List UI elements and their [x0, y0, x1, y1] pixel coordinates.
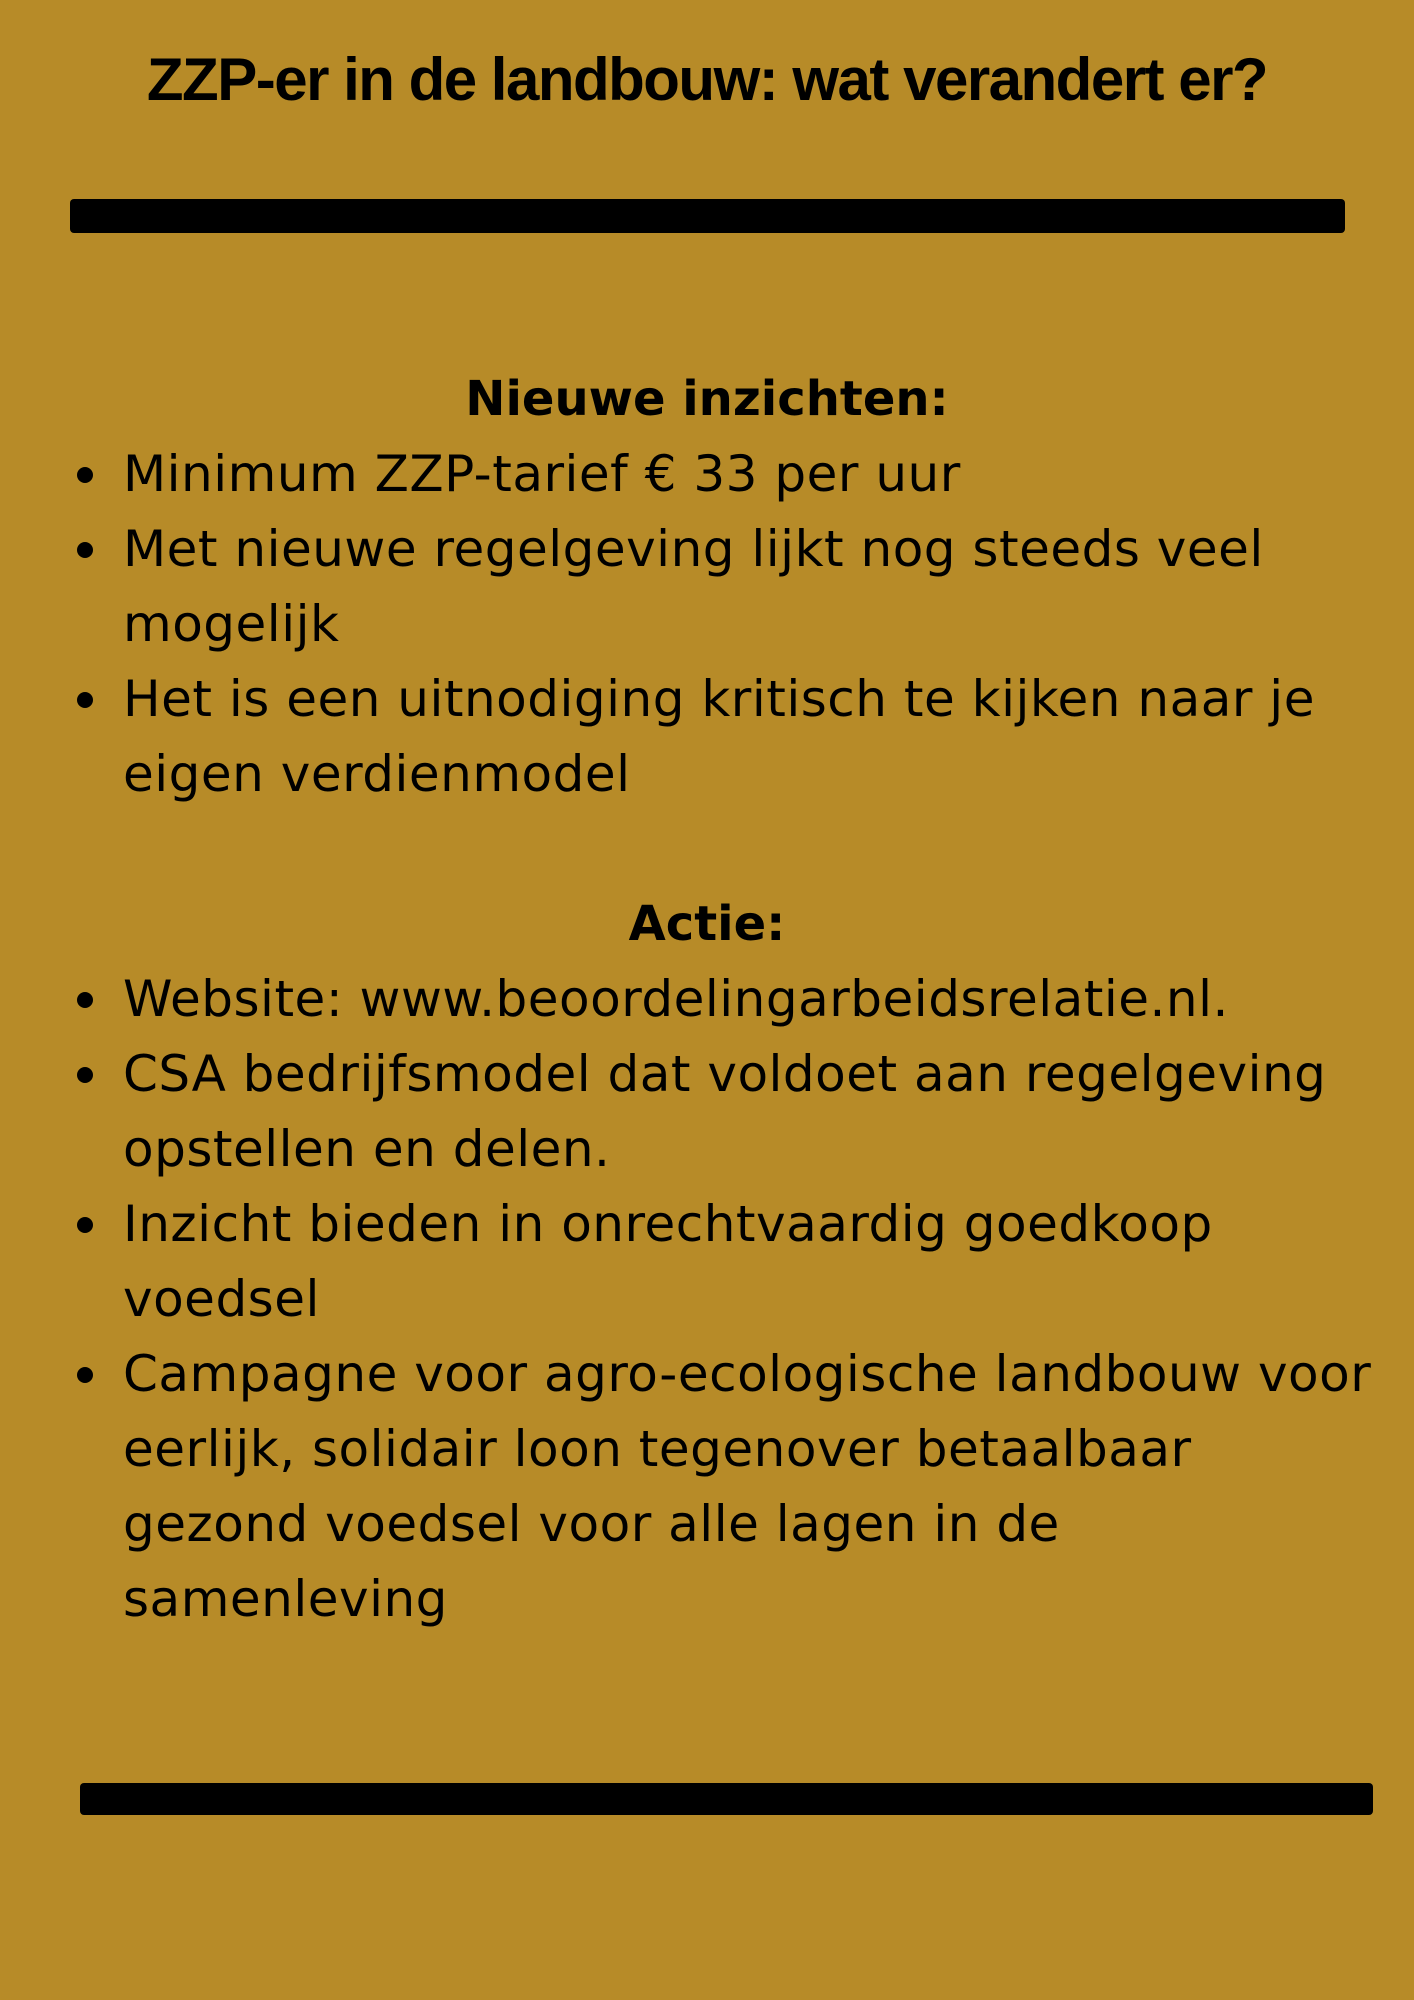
top-divider	[70, 199, 1345, 233]
list-item	[0, 1337, 1414, 1637]
bullet-icon	[77, 1217, 93, 1233]
list-item	[0, 662, 1414, 812]
list-item-text: Inzicht bieden in onrechtvaardig goedkoop voedsel	[123, 1195, 1213, 1328]
list-item-text: Website: www.beoordelingarbeidsrelatie.nl.	[123, 970, 1229, 1028]
bullet-icon	[77, 692, 93, 708]
list-item	[0, 437, 1414, 512]
section-new-insights	[0, 362, 1414, 812]
insights-list	[0, 437, 1414, 812]
list-item	[0, 1187, 1414, 1337]
list-item	[0, 962, 1414, 1037]
page-title: ZZP-er in de landbouw: wat verandert er?	[146, 46, 1268, 113]
section-heading: Actie:	[628, 896, 786, 952]
bottom-divider	[80, 1783, 1373, 1815]
bullet-icon	[77, 542, 93, 558]
section-action	[0, 887, 1414, 1637]
list-item-text: Minimum ZZP-tarief € 33 per uur	[123, 445, 961, 503]
list-item	[0, 512, 1414, 662]
list-item-text: Het is een uitnodiging kritisch te kijken naar je eigen verdienmodel	[123, 670, 1315, 803]
bullet-icon	[77, 1367, 93, 1383]
bullet-icon	[77, 1067, 93, 1083]
bullet-icon	[77, 467, 93, 483]
action-list	[0, 962, 1414, 1637]
list-item-text: CSA bedrijfsmodel dat voldoet aan regelgeving opstellen en delen.	[123, 1045, 1327, 1178]
bullet-icon	[77, 992, 93, 1008]
list-item-text: Campagne voor agro-ecologische landbouw voor eerlijk, solidair loon tegenover betaalbaar gezond voedsel voor alle lagen in de samenleving	[123, 1345, 1372, 1628]
list-item	[0, 1037, 1414, 1187]
list-item-text: Met nieuwe regelgeving lijkt nog steeds veel mogelijk	[123, 520, 1264, 653]
section-heading: Nieuwe inzichten:	[465, 371, 949, 427]
